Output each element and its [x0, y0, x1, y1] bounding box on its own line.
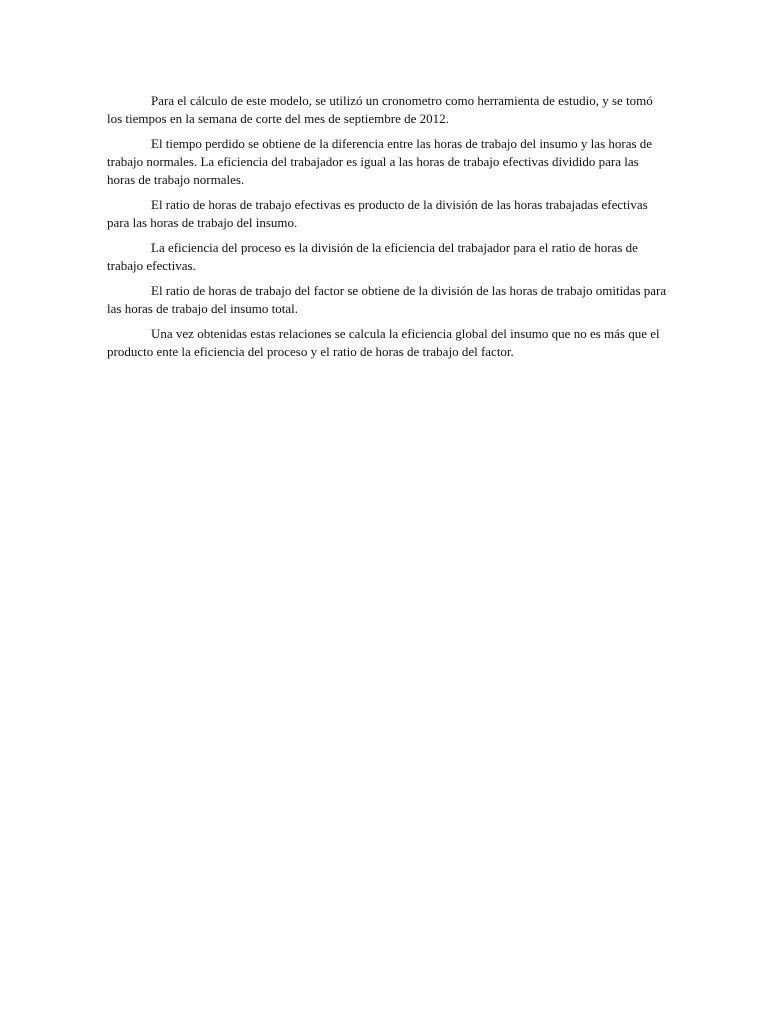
paragraph-2: El tiempo perdido se obtiene de la diferencia entre las horas de trabajo del insumo y las horas de trabajo normales. La eficiencia del trabajador es igual a las horas de trabajo efectivas dividido para las horas de trabajo normales. [107, 136, 653, 187]
document-body [107, 92, 667, 368]
paragraph-5: El ratio de horas de trabajo del factor se obtiene de la división de las horas de trabajo omitidas para las horas de trabajo del insumo total. [107, 283, 667, 316]
paragraph-4: La eficiencia del proceso es la división de la eficiencia del trabajador para el ratio de horas de trabajo efectivas. [107, 240, 638, 273]
paragraph-3: El ratio de horas de trabajo efectivas es producto de la división de las horas trabajadas efectivas para las horas de trabajo del insumo. [107, 197, 648, 230]
paragraph-6: Una vez obtenidas estas relaciones se calcula la eficiencia global del insumo que no es más que el producto ente la eficiencia del proceso y el ratio de horas de trabajo del factor. [107, 326, 660, 359]
paragraph-1: Para el cálculo de este modelo, se utilizó un cronometro como herramienta de estudio, y se tomó los tiempos en la semana de corte del mes de septiembre de 2012. [107, 93, 653, 126]
